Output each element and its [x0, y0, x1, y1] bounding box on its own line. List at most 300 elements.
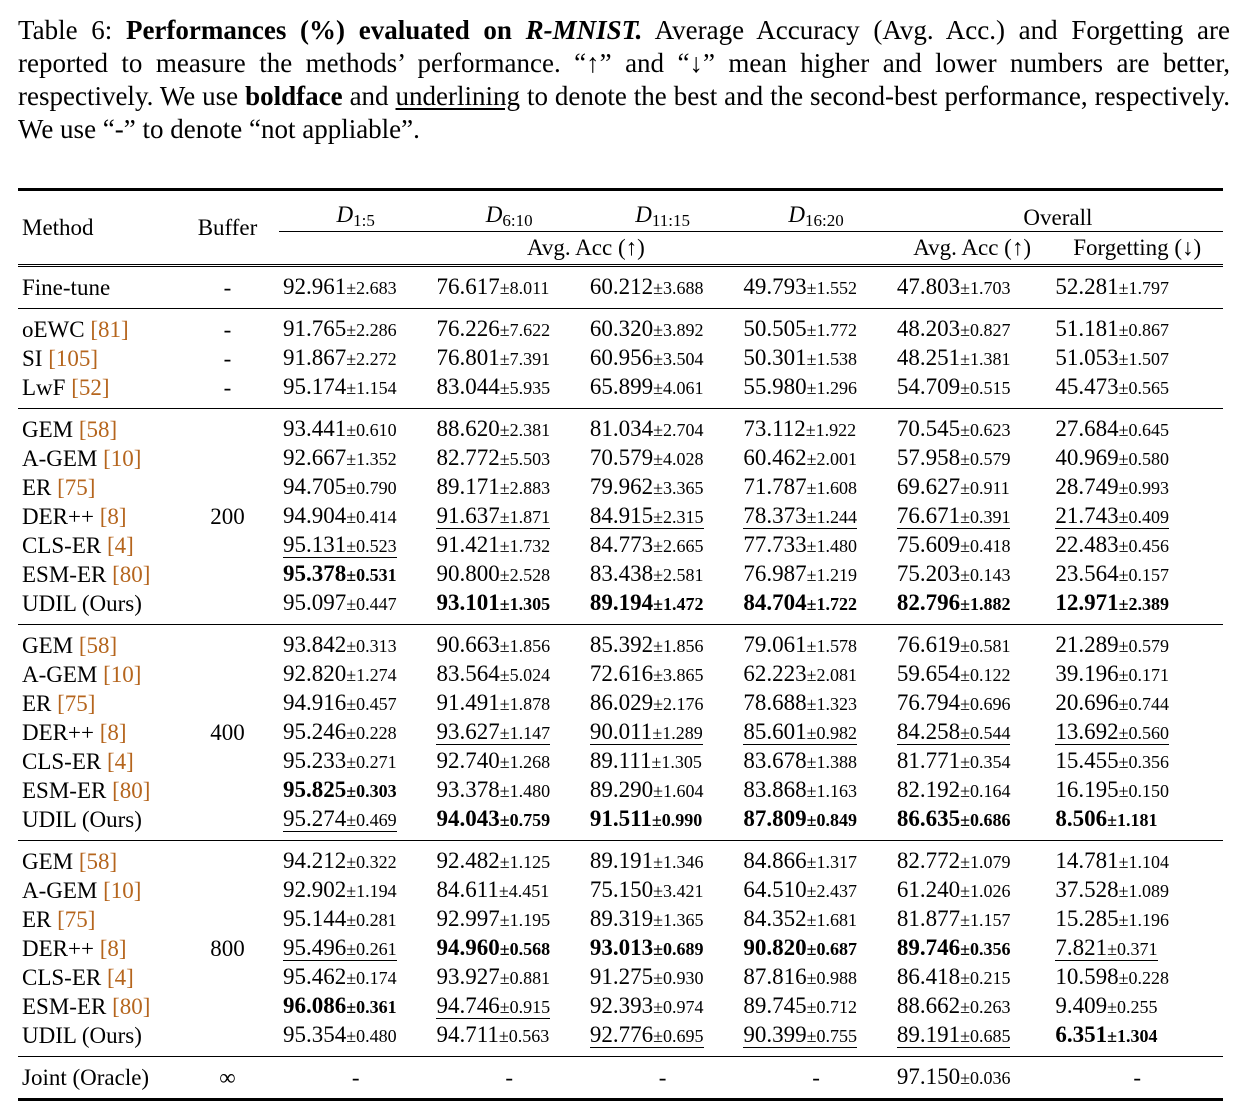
method-cell	[18, 718, 176, 747]
std-value: ±2.581	[653, 565, 704, 585]
mean-value: 94.916	[283, 690, 347, 715]
value-cell	[432, 266, 585, 309]
mean-value: 95.233	[283, 748, 347, 773]
value-cell	[1051, 876, 1223, 905]
std-value: ±0.122	[960, 665, 1011, 685]
value-cell	[739, 905, 892, 934]
citation-link[interactable]: [58]	[78, 416, 118, 442]
std-value: ±0.579	[960, 449, 1011, 469]
value-cell	[586, 560, 739, 589]
mean-value: 64.510	[743, 877, 807, 902]
mean-value: 95.131	[283, 532, 347, 557]
method-cell	[18, 589, 176, 625]
value-cell	[586, 589, 739, 625]
std-value: ±1.089	[1118, 881, 1170, 901]
std-value: ±0.993	[1118, 478, 1170, 498]
mean-value: 88.620	[436, 416, 500, 441]
buffer-cell	[176, 444, 279, 473]
mean-value: 69.627	[896, 474, 961, 499]
table-row	[18, 992, 1223, 1021]
value-cell	[432, 905, 585, 934]
std-value: ±0.523	[346, 536, 397, 556]
std-value: ±1.147	[499, 723, 551, 743]
citation-link[interactable]: [10]	[103, 445, 142, 471]
table-row	[18, 444, 1223, 473]
mean-value: 93.627	[436, 719, 500, 744]
table-row	[18, 409, 1223, 445]
std-value: ±0.515	[960, 378, 1011, 398]
value-cell	[279, 805, 432, 841]
citation-link[interactable]: [81]	[90, 316, 129, 342]
std-value: ±2.381	[499, 420, 551, 440]
citation-link[interactable]: [75]	[57, 906, 96, 932]
std-value: ±0.623	[960, 420, 1011, 440]
value-cell	[432, 373, 585, 409]
std-value: ±3.892	[653, 320, 704, 340]
value-cell	[432, 473, 585, 502]
std-value: ±1.472	[653, 594, 704, 614]
value-cell	[432, 747, 585, 776]
domain-3-header: $D_{11:15}$	[586, 190, 739, 232]
citation-link[interactable]: [80]	[112, 561, 151, 587]
std-value: ±0.469	[346, 810, 397, 830]
std-value: ±1.196	[1118, 910, 1170, 930]
value-cell	[739, 747, 892, 776]
value-cell	[586, 776, 739, 805]
std-value: ±0.759	[499, 810, 551, 830]
std-value: ±0.915	[499, 997, 551, 1017]
caption-underline-word: underlining	[395, 81, 520, 111]
std-value: ±5.024	[499, 665, 551, 685]
method-cell	[18, 344, 176, 373]
std-value: ±0.560	[1118, 723, 1170, 743]
std-value: ±2.272	[346, 349, 397, 369]
value-cell	[432, 876, 585, 905]
mean-value: 73.112	[743, 416, 806, 441]
value-cell	[1051, 660, 1223, 689]
value-cell	[1051, 266, 1223, 309]
std-value: ±1.797	[1118, 278, 1170, 298]
value-cell	[893, 373, 1052, 409]
mean-value: 15.285	[1055, 906, 1119, 931]
buffer-cell	[176, 689, 279, 718]
value-cell	[432, 589, 585, 625]
mean-value: 92.902	[283, 877, 347, 902]
value-cell	[739, 963, 892, 992]
mean-value: -	[812, 1064, 820, 1090]
method-cell	[18, 776, 176, 805]
std-value: ±0.563	[498, 1026, 550, 1046]
std-value: ±5.935	[499, 378, 551, 398]
std-value: ±0.371	[1107, 939, 1158, 959]
value-cell	[1051, 444, 1223, 473]
mean-value: -	[658, 1064, 667, 1090]
std-value: ±1.772	[806, 320, 857, 340]
std-value: ±1.296	[806, 378, 857, 398]
mean-value: 59.654	[896, 661, 961, 686]
method-name: ER	[22, 906, 52, 932]
value-cell	[279, 589, 432, 625]
caption-text-3: to denote the best and the second-best performance, respectively. We use “-” to denote “not appliable”.	[18, 81, 1231, 144]
value-cell	[739, 992, 892, 1021]
value-cell	[279, 689, 432, 718]
table-row	[18, 747, 1223, 776]
value-cell	[279, 841, 432, 877]
mean-value: 90.011	[589, 719, 653, 744]
table-row	[18, 805, 1223, 841]
mean-value: 83.564	[436, 661, 500, 686]
domain-1-header: $D_{1:5}$	[279, 190, 432, 232]
std-value: ±0.150	[1118, 781, 1170, 801]
mean-value: 83.868	[743, 777, 807, 802]
citation-link[interactable]: [4]	[106, 748, 134, 774]
table-row	[18, 963, 1223, 992]
citation-link[interactable]: [52]	[71, 374, 110, 400]
value-cell	[739, 444, 892, 473]
value-cell	[893, 625, 1052, 661]
method-name: GEM	[22, 416, 74, 442]
value-cell	[893, 905, 1052, 934]
std-value: ±1.304	[1107, 1026, 1158, 1046]
mean-value: 76.617	[436, 274, 500, 299]
value-cell	[586, 502, 739, 531]
std-value: ±1.154	[346, 378, 397, 398]
method-header: Method	[22, 214, 94, 240]
buffer-cell	[176, 905, 279, 934]
value-cell	[586, 876, 739, 905]
mean-value: 70.545	[896, 416, 961, 441]
citation-link[interactable]: [80]	[112, 993, 151, 1019]
buffer-cell: 800	[210, 935, 245, 961]
mean-value: 16.195	[1055, 777, 1119, 802]
caption-text-2: and	[349, 81, 389, 111]
method-name: CLS-ER	[22, 748, 102, 774]
citation-link[interactable]: [8]	[99, 719, 127, 745]
method-name: Fine-tune	[22, 274, 111, 300]
std-value: ±0.409	[1118, 507, 1170, 527]
mean-value: 10.598	[1055, 964, 1119, 989]
value-cell	[432, 409, 585, 445]
value-cell	[739, 309, 892, 345]
domain-4-header: $D_{16:20}$	[739, 190, 892, 232]
citation-link[interactable]: [58]	[78, 632, 118, 658]
buffer-cell	[176, 963, 279, 992]
results-table	[18, 188, 1223, 1101]
value-cell	[432, 531, 585, 560]
std-value: ±0.228	[1118, 968, 1170, 988]
buffer-cell: -	[223, 374, 232, 400]
method-cell	[18, 963, 176, 992]
value-cell	[739, 625, 892, 661]
std-value: ±1.026	[960, 881, 1011, 901]
method-cell	[18, 502, 176, 531]
value-cell	[893, 344, 1052, 373]
mean-value: 84.915	[589, 503, 654, 528]
value-cell	[739, 934, 892, 963]
std-value: ±0.313	[346, 636, 397, 656]
mean-value: 70.579	[589, 445, 654, 470]
std-value: ±1.289	[652, 723, 703, 743]
citation-link[interactable]: [105]	[48, 345, 99, 371]
mean-value: 94.711	[436, 1022, 499, 1047]
mean-value: 86.418	[896, 964, 961, 989]
mean-value: 48.203	[896, 316, 961, 341]
value-cell	[1051, 841, 1223, 877]
method-cell	[18, 625, 176, 661]
value-cell	[586, 660, 739, 689]
citation-link[interactable]: [10]	[103, 877, 142, 903]
std-value: ±1.552	[806, 278, 857, 298]
value-cell	[1051, 747, 1223, 776]
mean-value: -	[1133, 1064, 1142, 1090]
std-value: ±0.255	[1107, 997, 1158, 1017]
buffer-cell	[176, 473, 279, 502]
buffer-cell: -	[176, 309, 279, 345]
buffer-cell: 400	[210, 719, 245, 745]
mean-value: 95.378	[283, 561, 347, 586]
mean-value: 91.491	[436, 690, 500, 715]
std-value: ±0.696	[960, 694, 1011, 714]
value-cell	[893, 776, 1052, 805]
mean-value: 90.663	[436, 632, 500, 657]
mean-value: 50.505	[743, 316, 807, 341]
value-cell	[586, 625, 739, 661]
value-cell	[279, 560, 432, 589]
std-value: ±0.457	[346, 694, 397, 714]
mean-value: 22.483	[1055, 532, 1119, 557]
mean-value: 8.506	[1055, 806, 1108, 831]
mean-value: 82.192	[896, 777, 961, 802]
mean-value: 85.392	[589, 632, 654, 657]
mean-value: 89.191	[589, 848, 654, 873]
mean-value: 92.776	[589, 1022, 654, 1047]
value-cell	[739, 1057, 892, 1100]
std-value: ±1.194	[346, 881, 397, 901]
mean-value: 89.746	[896, 935, 961, 960]
table-row	[18, 373, 1223, 409]
value-cell	[1051, 992, 1223, 1021]
citation-link[interactable]: [4]	[106, 532, 134, 558]
mean-value: 57.958	[896, 445, 961, 470]
mean-value: 71.787	[743, 474, 807, 499]
value-cell	[1051, 589, 1223, 625]
value-cell	[893, 309, 1052, 345]
mean-value: 95.097	[283, 590, 347, 615]
method-name: GEM	[22, 632, 74, 658]
value-cell	[1051, 689, 1223, 718]
mean-value: 75.203	[896, 561, 961, 586]
value-cell	[1051, 502, 1223, 531]
citation-link[interactable]: [80]	[112, 777, 151, 803]
table-row	[18, 718, 1223, 747]
method-name: UDIL (Ours)	[22, 806, 142, 832]
domain-avg-acc-header: Avg. Acc (↑)	[527, 235, 645, 260]
table-row	[18, 502, 1223, 531]
method-name: UDIL (Ours)	[22, 590, 142, 616]
std-value: ±0.685	[960, 1026, 1011, 1046]
std-value: ±0.755	[806, 1026, 857, 1046]
method-name: LwF	[22, 374, 66, 400]
mean-value: 55.980	[743, 374, 807, 399]
mean-value: 94.960	[436, 935, 500, 960]
mean-value: 91.637	[436, 503, 500, 528]
value-cell	[432, 963, 585, 992]
value-cell	[279, 531, 432, 560]
value-cell	[739, 409, 892, 445]
mean-value: 81.771	[896, 748, 961, 773]
method-cell	[18, 266, 176, 309]
std-value: ±1.480	[806, 536, 857, 556]
method-name: CLS-ER	[22, 532, 102, 558]
std-value: ±0.418	[960, 536, 1011, 556]
caption-text-1: Average Accuracy (Avg. Acc.) and Forgetting are reported to measure the methods’ performance. “↑” and “↓” mean higher and lower numbers are better, respectively. We use	[18, 15, 1230, 111]
mean-value: 51.181	[1055, 316, 1119, 341]
value-cell	[432, 625, 585, 661]
std-value: ±0.414	[346, 507, 397, 527]
value-cell	[893, 531, 1052, 560]
std-value: ±0.281	[346, 910, 397, 930]
value-cell	[1051, 963, 1223, 992]
std-value: ±0.712	[806, 997, 857, 1017]
citation-link[interactable]: [8]	[99, 935, 127, 961]
value-cell	[279, 373, 432, 409]
std-value: ±2.437	[806, 881, 857, 901]
value-cell	[739, 776, 892, 805]
mean-value: 84.773	[589, 532, 654, 557]
value-cell	[432, 992, 585, 1021]
std-value: ±0.322	[346, 852, 397, 872]
value-cell	[739, 560, 892, 589]
std-value: ±0.036	[960, 1068, 1011, 1088]
table-caption	[18, 14, 1230, 146]
value-cell	[1051, 905, 1223, 934]
value-cell	[586, 718, 739, 747]
buffer-cell	[176, 560, 279, 589]
mean-value: 90.800	[436, 561, 500, 586]
value-cell	[432, 660, 585, 689]
value-cell	[279, 444, 432, 473]
mean-value: 6.351	[1055, 1022, 1108, 1047]
mean-value: 92.740	[436, 748, 500, 773]
value-cell	[432, 502, 585, 531]
mean-value: 90.820	[743, 935, 807, 960]
std-value: ±2.389	[1118, 594, 1170, 614]
value-cell	[739, 473, 892, 502]
mean-value: 95.246	[283, 719, 347, 744]
std-value: ±0.579	[1118, 636, 1170, 656]
method-cell	[18, 660, 176, 689]
citation-link[interactable]: [75]	[57, 690, 96, 716]
mean-value: 75.150	[589, 877, 654, 902]
std-value: ±0.215	[960, 968, 1011, 988]
buffer-cell	[176, 589, 279, 625]
table-row	[18, 1057, 1223, 1100]
value-cell	[1051, 1057, 1223, 1100]
mean-value: 93.441	[283, 416, 347, 441]
mean-value: 92.393	[589, 993, 654, 1018]
value-cell	[1051, 344, 1223, 373]
mean-value: 95.462	[283, 964, 347, 989]
mean-value: -	[505, 1064, 514, 1090]
mean-value: 94.705	[283, 474, 347, 499]
std-value: ±1.157	[960, 910, 1011, 930]
mean-value: 79.061	[743, 632, 807, 657]
mean-value: 95.496	[283, 935, 347, 960]
table-row	[18, 589, 1223, 625]
std-value: ±2.176	[653, 694, 704, 714]
std-value: ±1.722	[806, 594, 857, 614]
value-cell	[739, 689, 892, 718]
value-cell	[1051, 805, 1223, 841]
std-value: ±3.504	[653, 349, 704, 369]
mean-value: 93.927	[436, 964, 500, 989]
std-value: ±0.356	[960, 939, 1011, 959]
mean-value: 76.987	[743, 561, 807, 586]
std-value: ±1.268	[499, 752, 551, 772]
value-cell	[586, 473, 739, 502]
value-cell	[1051, 409, 1223, 445]
value-cell	[1051, 718, 1223, 747]
mean-value: 89.191	[896, 1022, 961, 1047]
buffer-cell: -	[176, 266, 279, 309]
std-value: ±0.911	[960, 478, 1010, 498]
std-value: ±1.305	[651, 752, 702, 772]
buffer-cell	[176, 805, 279, 841]
buffer-cell: ∞	[176, 1057, 279, 1100]
value-cell	[739, 841, 892, 877]
value-cell	[432, 344, 585, 373]
std-value: ±0.480	[346, 1026, 397, 1046]
std-value: ±3.365	[653, 478, 704, 498]
std-value: ±2.315	[653, 507, 704, 527]
mean-value: 88.662	[896, 993, 961, 1018]
value-cell	[279, 747, 432, 776]
std-value: ±0.930	[653, 968, 704, 988]
mean-value: 14.781	[1055, 848, 1119, 873]
mean-value: -	[351, 1064, 360, 1090]
value-cell	[279, 776, 432, 805]
method-name: DER++	[22, 503, 94, 529]
mean-value: 83.044	[436, 374, 500, 399]
value-cell	[432, 1021, 585, 1057]
buffer-cell	[176, 747, 279, 776]
mean-value: 62.223	[743, 661, 807, 686]
mean-value: 82.796	[896, 590, 961, 615]
mean-value: 89.194	[589, 590, 654, 615]
buffer-cell	[176, 1021, 279, 1057]
citation-link[interactable]: [10]	[103, 661, 142, 687]
header-row-1	[18, 190, 1223, 232]
citation-link[interactable]: [58]	[78, 848, 118, 874]
mean-value: 86.029	[589, 690, 654, 715]
std-value: ±2.286	[346, 320, 397, 340]
caption-dataset: R-MNIST.	[525, 15, 643, 45]
std-value: ±0.790	[346, 478, 397, 498]
std-value: ±1.365	[653, 910, 704, 930]
std-value: ±0.827	[960, 320, 1011, 340]
method-name: ESM-ER	[22, 777, 107, 803]
std-value: ±0.974	[653, 997, 704, 1017]
citation-link[interactable]: [4]	[106, 964, 134, 990]
mean-value: 96.086	[283, 993, 347, 1018]
citation-link[interactable]: [8]	[99, 503, 127, 529]
citation-link[interactable]: [75]	[57, 474, 96, 500]
mean-value: 60.462	[743, 445, 807, 470]
value-cell	[586, 373, 739, 409]
method-cell	[18, 689, 176, 718]
std-value: ±1.381	[960, 349, 1011, 369]
table-row	[18, 905, 1223, 934]
